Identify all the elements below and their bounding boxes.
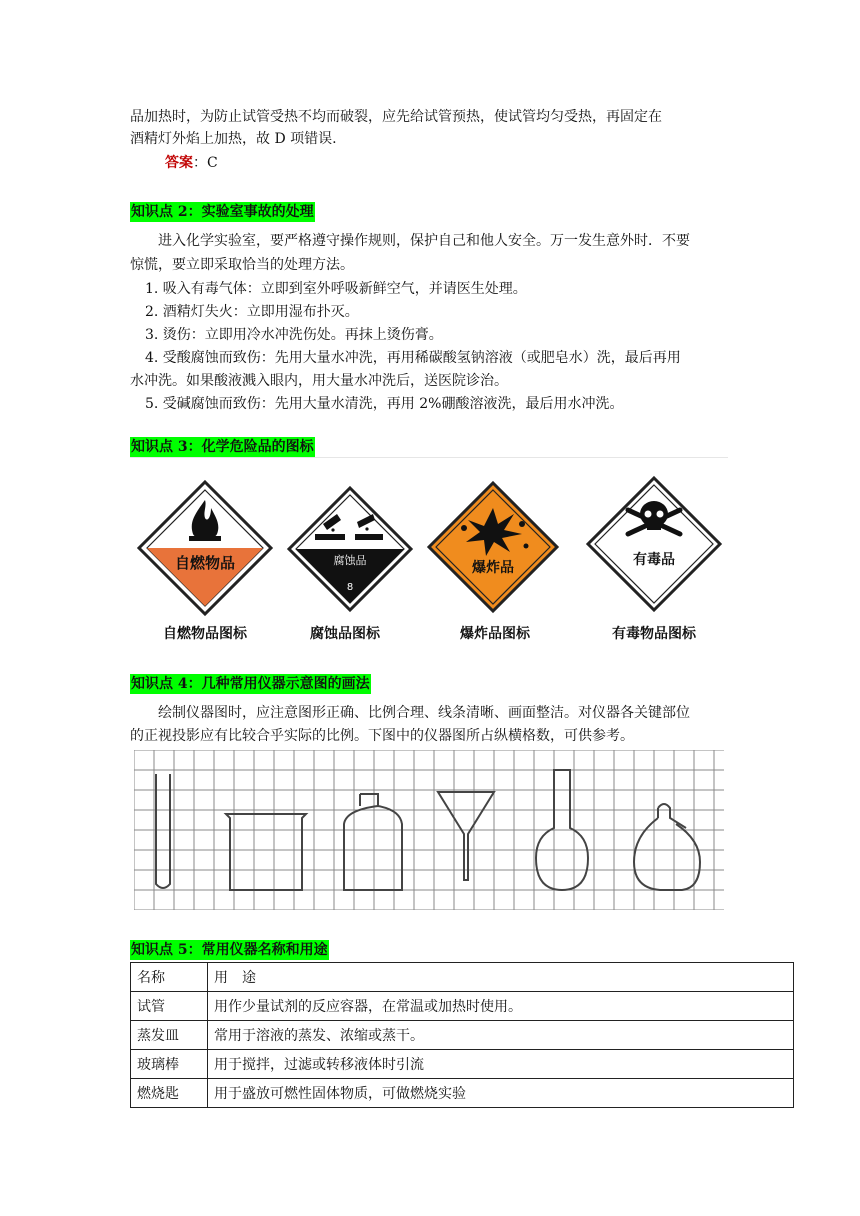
table-cell-use: 用于搅拌，过滤或转移液体时引流 — [208, 1050, 794, 1079]
funnel-icon — [438, 792, 494, 880]
instrument-table — [130, 962, 794, 1108]
sign-1-label: 自燃物品 — [174, 554, 236, 572]
table-cell-name: 蒸发皿 — [131, 1021, 208, 1050]
sign-3-caption: 爆炸品图标 — [460, 626, 530, 642]
table-cell-name: 燃烧匙 — [131, 1079, 208, 1108]
sign-2-caption: 腐蚀品图标 — [310, 626, 380, 642]
sign-2-label: 腐蚀品 — [333, 554, 367, 567]
kp2-para-line-2: 惊慌，要立即采取恰当的处理方法。 — [130, 257, 354, 273]
table-header-name: 名称 — [131, 963, 208, 992]
apparatus-grid-drawing — [134, 750, 724, 910]
intro-line-1: 品加热时，为防止试管受热不均而破裂，应先给试管预热，使试管均匀受热，再固定在 — [130, 109, 662, 125]
test-tube-icon — [156, 774, 170, 888]
kp2-para-line-1: 进入化学实验室，要严格遵守操作规则，保护自己和他人安全。万一发生意外时．不要 — [158, 233, 690, 249]
kp3-divider — [130, 457, 728, 458]
kp3-heading: 知识点 3：化学危险品的图标 — [131, 439, 314, 455]
table-row — [131, 1079, 794, 1108]
corrosive-sign — [285, 484, 415, 614]
kp2-heading: 知识点 2：实验室事故的处理 — [131, 204, 314, 220]
toxic-sign — [584, 474, 724, 614]
sign-1-caption: 自燃物品图标 — [163, 626, 247, 642]
spontaneous-combustion-sign — [135, 478, 275, 618]
table-cell-use: 常用于溶液的蒸发、浓缩或蒸干。 — [208, 1021, 794, 1050]
table-header-row — [131, 963, 794, 992]
kp2-item-4: 4. 受酸腐蚀而致伤：先用大量水冲洗，再用稀碳酸氢钠溶液（或肥皂水）洗，最后再用 — [145, 350, 681, 366]
kp4-para-line-1: 绘制仪器图时，应注意图形正确、比例合理、线条清晰、画面整洁。对仪器各关键部位 — [158, 705, 690, 721]
table-cell-name: 玻璃棒 — [131, 1050, 208, 1079]
intro-line-2: 酒精灯外焰上加热，故 D 项错误. — [130, 131, 337, 147]
sign-4-label: 有毒品 — [633, 552, 675, 568]
table-cell-name: 试管 — [131, 992, 208, 1021]
table-cell-use: 用于盛放可燃性固体物质，可做燃烧实验 — [208, 1079, 794, 1108]
kp2-item-5: 5. 受碱腐蚀而致伤：先用大量水清洗，再用 2%硼酸溶液洗，最后用水冲洗。 — [145, 396, 624, 412]
sign-4-caption: 有毒物品图标 — [612, 626, 696, 642]
table-row — [131, 1050, 794, 1079]
explosive-sign — [426, 480, 560, 614]
sign-2-number: 8 — [346, 582, 354, 593]
answer-value: C — [207, 155, 218, 171]
reagent-bottle-icon — [344, 794, 402, 890]
table-row — [131, 1021, 794, 1050]
kp2-item-4-cont: 水冲洗。如果酸液溅入眼内，用大量水冲洗后，送医院诊治。 — [130, 373, 508, 389]
kp4-heading: 知识点 4：几种常用仪器示意图的画法 — [131, 676, 370, 692]
distilling-flask-icon — [634, 804, 700, 890]
answer-label: 答案 — [165, 155, 193, 171]
table-row — [131, 992, 794, 1021]
table-cell-use: 用作少量试剂的反应容器，在常温或加热时使用。 — [208, 992, 794, 1021]
sign-3-label: 爆炸品 — [472, 560, 514, 576]
kp4-para-line-2: 的正视投影应有比较合乎实际的比例。下图中的仪器图所占纵横格数，可供参考。 — [130, 728, 634, 744]
kp2-item-2: 2. 酒精灯失火：立即用湿布扑灭。 — [145, 304, 359, 320]
answer-sep: ： — [193, 155, 207, 171]
table-header-use: 用 途 — [208, 963, 794, 992]
kp5-heading: 知识点 5：常用仪器名称和用途 — [131, 942, 328, 958]
kp2-item-1: 1. 吸入有毒气体：立即到室外呼吸新鲜空气，并请医生处理。 — [145, 281, 527, 297]
kp2-item-3: 3. 烫伤：立即用冷水冲洗伤处。再抹上烫伤膏。 — [145, 327, 443, 343]
answer-line — [165, 154, 218, 172]
